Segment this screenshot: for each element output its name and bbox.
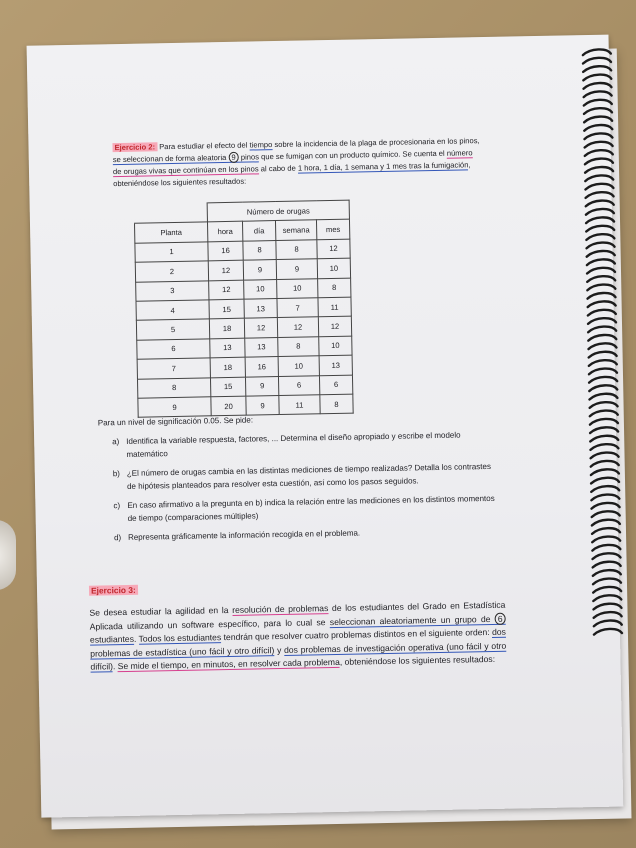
exercise-2 (112, 135, 481, 190)
table-row: 7 18 16 10 13 (137, 355, 352, 379)
spiral-coil (589, 352, 617, 358)
spiral-coil (583, 83, 611, 89)
exercise-3-label: Ejercicio 3: (90, 584, 136, 596)
spiral-coil (588, 310, 616, 316)
spiral-coil (592, 511, 620, 517)
spiral-coil (594, 620, 622, 626)
table-row: 8 15 9 6 6 (137, 375, 352, 399)
table-header: Planta (135, 222, 208, 243)
spiral-coil (593, 570, 621, 576)
spiral-coil (585, 158, 613, 164)
spiral-coil (584, 133, 612, 139)
spiral-coil (591, 486, 619, 492)
spiral-coil (590, 444, 618, 450)
table-row: 4 15 13 7 11 (136, 297, 351, 321)
spiral-coil (586, 209, 614, 215)
underlined-text: 1 hora, 1 día, 1 semana y 1 mes tras la fumigación (297, 160, 469, 173)
spiral-coil (587, 259, 615, 265)
spiral-coil (589, 385, 617, 391)
spiral-coil (590, 436, 618, 442)
question-c: c) En caso afirmativo a la pregunta en b) indica la relación entre las mediciones en los distintos momentos de tiempo (comparaciones múltiples) (113, 493, 495, 523)
spiral-coil (589, 360, 617, 366)
question-b: b) ¿El número de orugas cambia en las distintas mediciones de tiempo realizadas? Detalla los contrastes de hipótesis planteados para resolver esta cuestión, así como los pasos seguidos. (112, 461, 492, 491)
table-row: 5 18 12 12 12 (136, 316, 351, 340)
spiral-coil (590, 452, 618, 458)
spiral-coil (583, 58, 611, 64)
spiral-coil (584, 91, 612, 97)
circled-number: 6 (495, 613, 506, 625)
spiral-coil (589, 368, 617, 374)
spiral-coil (593, 562, 621, 568)
exercise-3: Ejercicio 3: Se desea estudiar la agilidad en la resolución de problemas de los estudiantes del Grado en Estadística Aplicada utilizando un software específico, para lo cual se seleccionan aleatoriamente un grupo de 6 estudiantes. Todos los estudiantes tendrán que resolver cuatro problemas distintos en el siguiente orden: dos problemas de estadística (uno fácil y otro difícil) y dos problemas de investigación operativa (uno fácil y otro difícil). Se mide el tiempo, en minutos, en resolver cada problema, obteniéndose los siguientes resultados: (89, 584, 507, 672)
circled-number: 9 (228, 152, 238, 163)
spiral-coil (593, 603, 621, 609)
intro-text: Para un nivel de significación 0.05. Se pide: (97, 415, 254, 428)
spiral-coil (584, 108, 612, 114)
text: tendrán que resolver cuatro problemas distintos en el siguiente orden: (223, 627, 490, 643)
spiral-coil (584, 125, 612, 131)
spiral-coil (585, 192, 613, 198)
table-row: 2 12 9 9 10 (135, 258, 350, 282)
spiral-coil (593, 578, 621, 584)
spiral-binding (577, 45, 627, 646)
text: Se desea estudiar la agilidad en la (89, 605, 229, 619)
spiral-coil (591, 494, 619, 500)
table-corner (134, 203, 207, 224)
spiral-coil (592, 536, 620, 542)
spiral-coil (587, 268, 615, 274)
spiral-coil (594, 629, 622, 635)
paper-sheet (27, 34, 636, 825)
data-table (134, 200, 354, 418)
underlined-text: tiempo (249, 140, 273, 150)
spiral-coil (588, 318, 616, 324)
spiral-coil (591, 461, 619, 467)
spiral-coil (588, 343, 616, 349)
spiral-coil (592, 528, 620, 534)
spiral-coil (591, 469, 619, 475)
spiral-coil (592, 553, 620, 559)
table-row: 3 12 10 10 8 (136, 278, 351, 302)
spiral-coil (588, 301, 616, 307)
underlined-text: se seleccionan de forma aleatoria 9 pinos (112, 152, 260, 165)
underlined-text: número de orugas vivas que continúan en los pinos (112, 148, 473, 177)
spiral-coil (590, 427, 618, 433)
spiral-coil (587, 284, 615, 290)
text: Para estudiar el efecto del (159, 140, 248, 152)
spiral-coil (583, 49, 611, 55)
table-group-header: Número de orugas (207, 200, 349, 222)
table-header: día (242, 221, 275, 241)
spiral-coil (592, 545, 620, 551)
spiral-coil (586, 200, 614, 206)
spiral-coil (591, 478, 619, 484)
spiral-coil (585, 150, 613, 156)
spiral-coil (587, 251, 615, 257)
underlined-text: Se mide el tiempo, en minutos, en resolver cada problema (117, 656, 340, 672)
question-d: d) Representa gráficamente la información recogida en el problema. (113, 528, 361, 543)
spiral-coil (585, 184, 613, 190)
spiral-coil (585, 167, 613, 173)
table-header: mes (316, 220, 349, 240)
spiral-coil (585, 142, 613, 148)
spiral-coil (589, 394, 617, 400)
spiral-coil (591, 503, 619, 509)
text: que se fumigan con un producto químico. Se cuenta el (260, 148, 445, 162)
spiral-coil (588, 335, 616, 341)
bottle-edge (0, 520, 16, 590)
spiral-coil (583, 66, 611, 72)
text: al cabo de (260, 163, 296, 174)
spiral-coil (590, 402, 618, 408)
spiral-coil (590, 419, 618, 425)
spiral-coil (593, 587, 621, 593)
questions (98, 409, 500, 545)
page (27, 35, 624, 818)
spiral-coil (589, 377, 617, 383)
exercise-2-label: Ejercicio 2: (114, 142, 156, 153)
text: de los estudiantes del Grado en Estadística Aplicada utilizando un software específico, para lo cual se (89, 600, 506, 632)
underlined-text: dos problemas de estadística (uno fácil y otro difícil) (90, 626, 507, 659)
underlined-text: Todos los estudiantes (138, 632, 222, 644)
spiral-coil (585, 175, 613, 181)
spiral-coil (583, 74, 611, 80)
table-row: 6 13 13 8 10 (137, 336, 352, 360)
question-a: a) Identifica la variable respuesta, factores, ... Determina el diseño apropiado y escribe el modelo matemático (112, 430, 461, 459)
underlined-text: seleccionan aleatoriamente un grupo de 6 estudiantes (90, 614, 506, 646)
spiral-coil (588, 326, 616, 332)
spiral-coil (587, 293, 615, 299)
spiral-coil (584, 116, 612, 122)
text: sobre la incidencia de la plaga de procesionaria en los pinos, (274, 136, 480, 150)
spiral-coil (590, 410, 618, 416)
table-header: hora (207, 222, 242, 242)
text: , obteniéndose los siguientes resultados: (113, 160, 471, 189)
underlined-text: dos problemas de investigación operativa (uno fácil y otro difícil) (90, 640, 507, 672)
spiral-coil (586, 234, 614, 240)
spiral-coil (584, 100, 612, 106)
spiral-coil (586, 242, 614, 248)
spiral-coil (586, 217, 614, 223)
underlined-text: resolución de problemas (232, 603, 329, 616)
spiral-coil (587, 276, 615, 282)
table-header: semana (275, 220, 316, 240)
spiral-coil (592, 520, 620, 526)
table-row: 9 20 9 11 8 (138, 394, 353, 418)
table-row: 1 16 8 8 12 (135, 239, 350, 263)
spiral-coil (586, 226, 614, 232)
spiral-coil (594, 612, 622, 618)
spiral-coil (593, 595, 621, 601)
